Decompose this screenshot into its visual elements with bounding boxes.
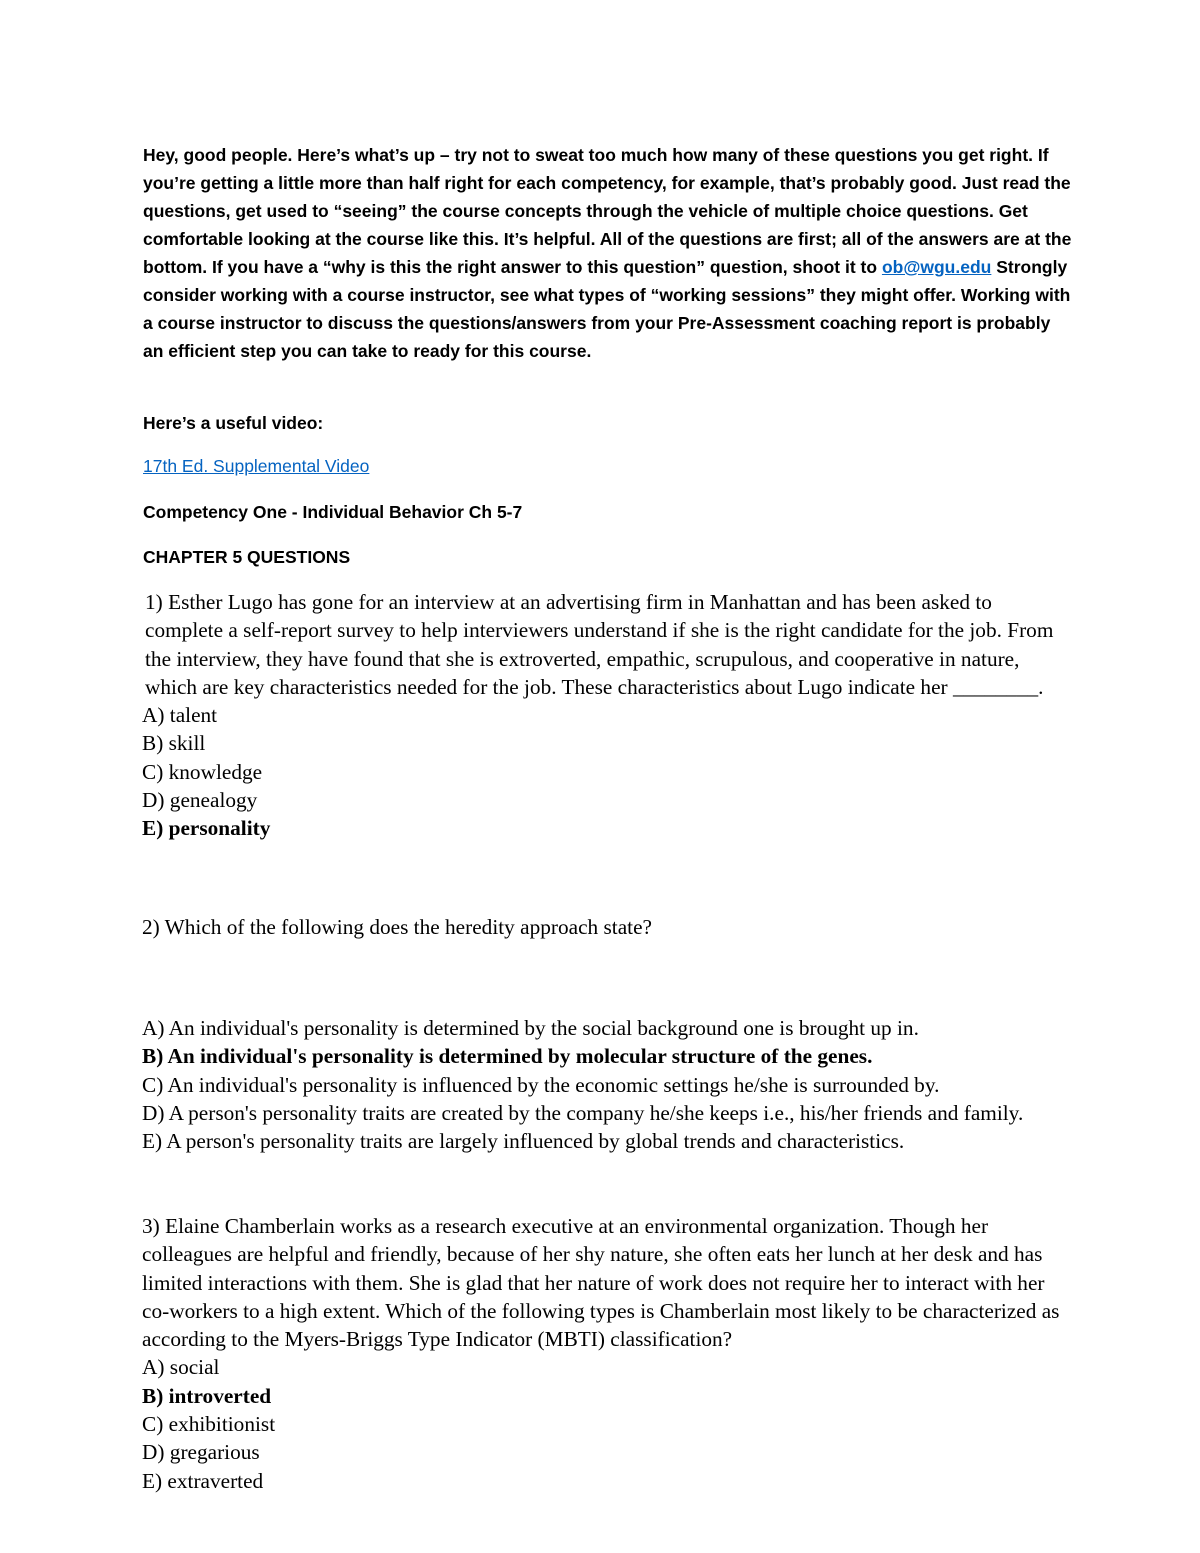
- answer-option: D) genealogy: [142, 788, 258, 813]
- chapter-heading: CHAPTER 5 QUESTIONS: [143, 547, 351, 567]
- answer-option: C) exhibitionist: [142, 1412, 276, 1437]
- answer-option: C) An individual's personality is influenced by the economic settings he/she is surrounded by.: [142, 1072, 940, 1097]
- answer-option: E) A person's personality traits are largely influenced by global trends and characteristics.: [142, 1129, 905, 1154]
- answer-option: A) social: [142, 1355, 220, 1380]
- intro-text-1: Hey, good people. Here’s what’s up – try not to sweat too much how many of these questions you get right. If you’re getting a little more than half right for each competency, for example, that’s probably good. Just read the questions, get used to “seeing” the course concepts through the vehicle of multiple choice questions. Get comfortable looking at the course like this. It’s helpful. All of the questions are first; all of the answers are at the bottom. If you have a “why is this the right answer to this question” question, shoot it to: [143, 145, 1072, 277]
- question-3: [142, 1212, 1072, 1495]
- intro-text-2: Strongly consider working with a course instructor, see what types of “working sessions” they might offer. Working with a course instructor to discuss the questions/answers from your Pre-Assessment coaching report is probably an efficient step you can take to ready for this course.: [143, 257, 1071, 361]
- answer-option: B) skill: [142, 731, 206, 756]
- video-link-line: [143, 452, 369, 480]
- answer-option-correct: B) An individual's personality is determined by molecular structure of the genes.: [142, 1044, 873, 1069]
- answer-option: D) A person's personality traits are created by the company he/she keeps i.e., his/her friends and family.: [142, 1100, 1024, 1125]
- question-1: [142, 588, 1072, 843]
- question-2: [142, 913, 1072, 941]
- answer-option: E) extraverted: [142, 1468, 264, 1493]
- video-heading: Here’s a useful video:: [143, 413, 324, 433]
- competency-heading: Competency One - Individual Behavior Ch 5-7: [143, 502, 523, 522]
- intro-paragraph: [143, 141, 1073, 365]
- answer-option: D) gregarious: [142, 1440, 260, 1465]
- answer-option: C) knowledge: [142, 759, 263, 784]
- answer-option: A) An individual's personality is determined by the social background one is brought up in.: [142, 1016, 919, 1040]
- email-link[interactable]: ob@wgu.edu: [881, 257, 992, 277]
- answer-option-correct: E) personality: [142, 816, 271, 841]
- answer-option: A) talent: [142, 703, 218, 728]
- video-link[interactable]: 17th Ed. Supplemental Video: [143, 456, 370, 476]
- question-stem: 2) Which of the following does the heredity approach state?: [142, 915, 652, 939]
- answer-option-correct: B) introverted: [142, 1383, 272, 1408]
- question-2-options: [142, 1014, 1072, 1155]
- question-stem: 1) Esther Lugo has gone for an interview at an advertising firm in Manhattan and has been asked to complete a self-report survey to help interviewers understand if she is the right candidate for the job. From the interview, they have found that she is extroverted, empathic, scrupulous, and cooperative in nature, which are key characteristics needed for the job. These characteristics about Lugo indicate her ________.: [145, 590, 1054, 699]
- question-stem: 3) Elaine Chamberlain works as a research executive at an environmental organization. Though her colleagues are helpful and friendly, because of her shy nature, she often eats her lunch at her desk and has limited interactions with them. She is glad that her nature of work does not require her to interact with her co-workers to a high extent. Which of the following types is Chamberlain most likely to be characterized as according to the Myers-Briggs Type Indicator (MBTI) classification?: [142, 1214, 1060, 1352]
